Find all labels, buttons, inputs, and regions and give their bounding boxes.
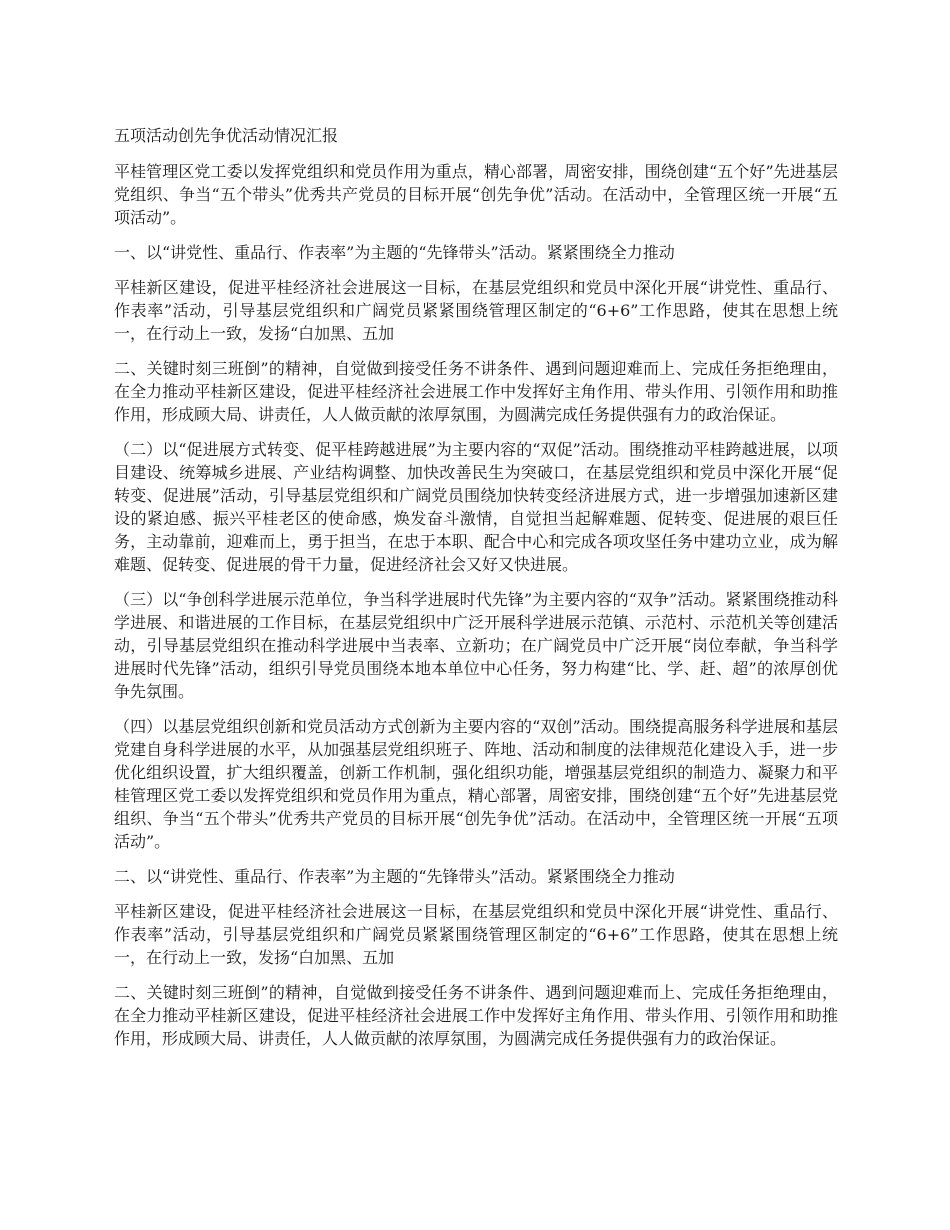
paragraph-section-4: （四）以基层党组织创新和党员活动方式创新为主要内容的“双创”活动。围绕提高服务科学进展和基层党建自身科学进展的水平，从加强基层党组织班子、阵地、活动和制度的法律规范化建设入手，进一步优化组织设置，扩大组织覆盖，创新工作机制，强化组织功能，增强基层党组织的制造力、凝聚力和平桂管理区党工委以发挥党组织和党员作用为重点，精心部署，周密安排，围绕创建“五个好”先进基层党组织、争当“五个带头”优秀共产党员的目标开展“创先争优”活动。在活动中，全管理区统一开展“五项活动”。	[114, 717, 838, 851]
paragraph-repeat-heading: 二、以“讲党性、重品行、作表率”为主题的“先锋带头”活动。紧紧围绕全力推动	[114, 867, 675, 886]
paragraph-section-1-continued: 二、关键时刻三班倒”的精神，自觉做到接受任务不讲条件、遇到问题迎难而上、完成任务拒绝理由，在全力推动平桂新区建设，促进平桂经济社会进展工作中发挥好主角作用、带头作用、引领作用和助推作用，形成顾大局、讲责任，人人做贡献的浓厚氛围，为圆满完成任务提供强有力的政治保证。	[114, 359, 838, 424]
document-title: 五项活动创先争优活动情况汇报	[114, 126, 339, 145]
paragraph-section-1-heading: 一、以“讲党性、重品行、作表率”为主题的“先锋带头”活动。紧紧围绕全力推动	[114, 243, 675, 262]
paragraph-repeat-continued: 二、关键时刻三班倒”的精神，自觉做到接受任务不讲条件、遇到问题迎难而上、完成任务拒绝理由，在全力推动平桂新区建设，促进平桂经济社会进展工作中发挥好主角作用、带头作用、引领作用和助推作用，形成顾大局、讲责任，人人做贡献的浓厚氛围，为圆满完成任务提供强有力的政治保证。	[114, 983, 838, 1048]
paragraph-intro: 平桂管理区党工委以发挥党组织和党员作用为重点，精心部署，周密安排，围绕创建“五个好”先进基层党组织、争当“五个带头”优秀共产党员的目标开展“创先争优”活动。在活动中，全管理区统一开展“五项活动”。	[114, 162, 838, 227]
paragraph-section-1-body: 平桂新区建设，促进平桂经济社会进展这一目标，在基层党组织和党员中深化开展“讲党性、重品行、作表率”活动，引导基层党组织和广阔党员紧紧围绕管理区制定的“6+6”工作思路，使其在思想上统一，在行动上一致，发扬“白加黑、五加	[114, 278, 838, 343]
paragraph-section-3: （三）以“争创科学进展示范单位，争当科学进展时代先锋”为主要内容的“双争”活动。紧紧围绕推动科学进展、和谐进展的工作目标，在基层党组织中广泛开展科学进展示范镇、示范村、示范机关等创建活动，引导基层党组织在推动科学进展中当表率、立新功；在广阔党员中广泛开展“岗位奉献，争当科学进展时代先锋”活动，组织引导党员围绕本地本单位中心任务，努力构建“比、学、赶、超”的浓厚创优争先氛围。	[114, 590, 838, 701]
paragraph-section-2: （二）以“促进展方式转变、促平桂跨越进展”为主要内容的“双促”活动。围绕推动平桂跨越进展，以项目建设、统筹城乡进展、产业结构调整、加快改善民生为突破口，在基层党组织和党员中深化开展“促转变、促进展”活动，引导基层党组织和广阔党员围绕加快转变经济进展方式，进一步增强加速新区建设的紧迫感、振兴平桂老区的使命感，焕发奋斗激情，自觉担当起解难题、促转变、促进展的艰巨任务，主动靠前，迎难而上，勇于担当，在忠于本职、配合中心和完成各项攻坚任务中建功立业，成为解难题、促转变、促进展的骨干力量，促进经济社会又好又快进展。	[114, 440, 838, 574]
document-page	[114, 124, 838, 1062]
paragraph-repeat-body: 平桂新区建设，促进平桂经济社会进展这一目标，在基层党组织和党员中深化开展“讲党性、重品行、作表率”活动，引导基层党组织和广阔党员紧紧围绕管理区制定的“6+6”工作思路，使其在思想上统一，在行动上一致，发扬“白加黑、五加	[114, 902, 838, 967]
